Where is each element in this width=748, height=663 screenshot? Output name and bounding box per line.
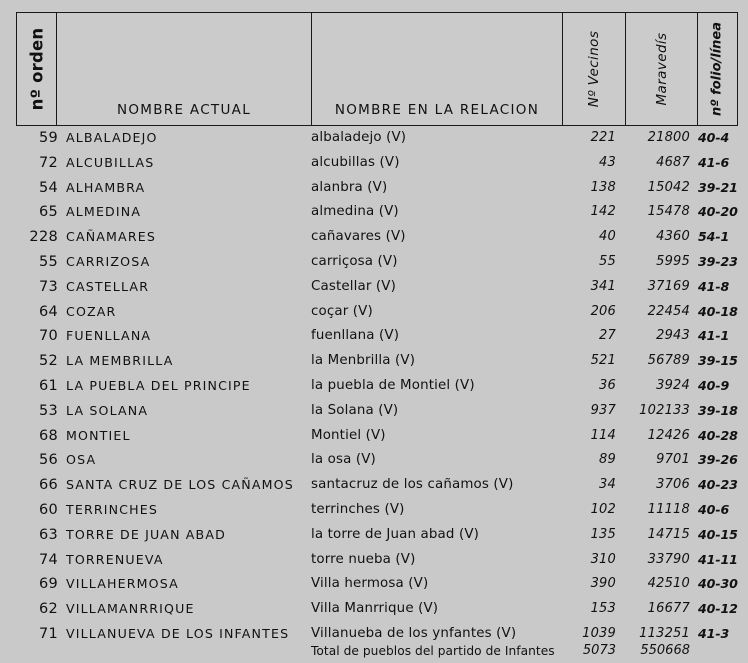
cell-orden: 228 bbox=[29, 229, 58, 246]
cell-nombre-relacion: Villa hermosa (V) bbox=[311, 576, 429, 592]
cell-orden: 63 bbox=[38, 526, 58, 543]
table-row bbox=[0, 349, 748, 374]
cell-nombre-relacion: la Menbrilla (V) bbox=[311, 353, 416, 369]
table-body bbox=[0, 126, 748, 647]
cell-vecinos: 55 bbox=[599, 253, 616, 269]
cell-vecinos: 138 bbox=[590, 179, 616, 195]
column-header-folio-linea-label: nº folio/línea bbox=[709, 21, 725, 117]
cell-nombre-actual: VILLAMANRRIQUE bbox=[66, 601, 195, 617]
cell-nombre-relacion: almedina (V) bbox=[311, 204, 399, 220]
cell-vecinos: 34 bbox=[599, 477, 616, 493]
cell-orden: 61 bbox=[38, 377, 58, 394]
cell-orden: 68 bbox=[38, 427, 58, 444]
table-row bbox=[0, 126, 748, 151]
cell-orden: 66 bbox=[38, 477, 58, 494]
column-header-vecinos-label: Nº Vecinos bbox=[586, 30, 602, 108]
cell-vecinos: 135 bbox=[590, 526, 616, 542]
cell-folio-linea: 40-30 bbox=[698, 576, 738, 592]
cell-orden: 64 bbox=[38, 303, 58, 320]
cell-vecinos: 40 bbox=[599, 229, 616, 245]
cell-vecinos: 221 bbox=[590, 130, 616, 145]
cell-maravedis: 15042 bbox=[647, 179, 690, 195]
cell-orden: 59 bbox=[38, 130, 58, 146]
cell-nombre-relacion: alanbra (V) bbox=[311, 179, 388, 195]
cell-nombre-actual: TORRENUEVA bbox=[66, 551, 164, 567]
cell-nombre-relacion: Villanueba de los ynfantes (V) bbox=[311, 625, 517, 641]
cell-vecinos: 1039 bbox=[582, 625, 616, 641]
cell-orden: 71 bbox=[38, 625, 58, 642]
cell-nombre-actual: MONTIEL bbox=[66, 427, 131, 443]
table-row bbox=[0, 572, 748, 597]
table-row bbox=[0, 548, 748, 573]
cell-nombre-actual: OSA bbox=[66, 452, 97, 468]
cell-orden: 54 bbox=[38, 179, 58, 196]
cell-nombre-actual: VILLAHERMOSA bbox=[66, 576, 179, 592]
cell-vecinos: 310 bbox=[590, 551, 616, 567]
cell-folio-linea: 41-1 bbox=[698, 328, 730, 344]
cell-vecinos: 341 bbox=[590, 278, 616, 294]
cell-orden: 69 bbox=[38, 576, 58, 593]
column-header-orden-label: nº orden bbox=[27, 27, 46, 111]
cell-nombre-relacion: carriçosa (V) bbox=[311, 253, 398, 269]
cell-orden: 74 bbox=[38, 551, 58, 568]
cell-maravedis: 22454 bbox=[647, 303, 690, 319]
cell-maravedis: 3706 bbox=[656, 477, 690, 493]
cell-maravedis: 14715 bbox=[647, 526, 690, 542]
cell-nombre-actual: SANTA CRUZ DE LOS CAÑAMOS bbox=[66, 477, 294, 493]
cell-nombre-relacion: fuenllana (V) bbox=[311, 328, 400, 344]
cell-folio-linea: 41-8 bbox=[698, 278, 730, 294]
cell-nombre-actual: FUENLLANA bbox=[66, 328, 152, 344]
cell-folio-linea: 39-18 bbox=[698, 402, 738, 418]
cell-nombre-actual: VILLANUEVA DE LOS INFANTES bbox=[66, 625, 290, 641]
cell-nombre-actual: COZAR bbox=[66, 303, 117, 319]
cell-vecinos: 521 bbox=[590, 353, 616, 369]
cell-folio-linea: 39-15 bbox=[698, 353, 738, 369]
cell-maravedis: 33790 bbox=[647, 551, 690, 567]
cell-nombre-relacion: coçar (V) bbox=[311, 303, 373, 319]
cell-vecinos: 206 bbox=[590, 303, 616, 319]
cell-folio-linea: 40-12 bbox=[698, 601, 738, 617]
cell-nombre-relacion: la puebla de Montiel (V) bbox=[311, 377, 475, 393]
cell-nombre-actual: LA MEMBRILLA bbox=[66, 353, 174, 369]
cell-orden: 52 bbox=[38, 353, 58, 370]
cell-vecinos: 36 bbox=[599, 377, 616, 393]
table-total-row bbox=[0, 641, 748, 663]
table-row bbox=[0, 250, 748, 275]
column-header-orden bbox=[17, 13, 57, 125]
column-header-nombre-actual bbox=[57, 13, 312, 125]
cell-folio-linea: 40-4 bbox=[698, 130, 730, 145]
table-row bbox=[0, 200, 748, 225]
cell-folio-linea: 54-1 bbox=[698, 229, 730, 245]
cell-nombre-relacion: la torre de Juan abad (V) bbox=[311, 526, 480, 542]
cell-nombre-relacion: Montiel (V) bbox=[311, 427, 386, 443]
cell-vecinos: 390 bbox=[590, 576, 616, 592]
cell-vecinos: 937 bbox=[590, 402, 616, 418]
cell-nombre-actual: CARRIZOSA bbox=[66, 253, 151, 269]
cell-folio-linea: 39-23 bbox=[698, 253, 738, 269]
cell-folio-linea: 41-11 bbox=[698, 551, 738, 567]
cell-maravedis: 56789 bbox=[647, 353, 690, 369]
table-row bbox=[0, 151, 748, 176]
cell-vecinos: 142 bbox=[590, 204, 616, 220]
column-header-vecinos bbox=[563, 13, 626, 125]
table-row bbox=[0, 300, 748, 325]
cell-nombre-actual: TORRE DE JUAN ABAD bbox=[66, 526, 226, 542]
table-row bbox=[0, 448, 748, 473]
cell-maravedis: 5995 bbox=[656, 253, 690, 269]
cell-orden: 56 bbox=[38, 452, 58, 469]
column-header-maravedis-label: Maravedís bbox=[653, 32, 670, 106]
cell-folio-linea: 40-6 bbox=[698, 501, 730, 517]
table-row bbox=[0, 498, 748, 523]
cell-orden: 62 bbox=[38, 601, 58, 618]
cell-orden: 70 bbox=[38, 328, 58, 345]
cell-nombre-relacion: terrinches (V) bbox=[311, 501, 405, 517]
table-row bbox=[0, 399, 748, 424]
cell-nombre-actual: ALBALADEJO bbox=[66, 130, 158, 145]
cell-maravedis: 102133 bbox=[639, 402, 690, 418]
cell-nombre-actual: CAÑAMARES bbox=[66, 229, 156, 245]
cell-maravedis: 2943 bbox=[656, 328, 690, 344]
table-row bbox=[0, 275, 748, 300]
cell-orden: 73 bbox=[38, 278, 58, 295]
cell-nombre-actual: LA SOLANA bbox=[66, 402, 149, 418]
cell-orden: 53 bbox=[38, 402, 58, 419]
cell-nombre-relacion: albaladejo (V) bbox=[311, 130, 407, 145]
cell-vecinos: 114 bbox=[590, 427, 616, 443]
cell-nombre-relacion: Villa Manrrique (V) bbox=[311, 601, 439, 617]
cell-vecinos: 43 bbox=[599, 154, 616, 170]
table-row bbox=[0, 176, 748, 201]
cell-nombre-relacion: alcubillas (V) bbox=[311, 154, 400, 170]
cell-orden: 65 bbox=[38, 204, 58, 221]
table-row bbox=[0, 374, 748, 399]
cell-maravedis: 21800 bbox=[647, 130, 690, 145]
cell-nombre-actual: LA PUEBLA DEL PRINCIPE bbox=[66, 377, 251, 393]
cell-folio-linea: 39-26 bbox=[698, 452, 738, 468]
total-label: Total de pueblos del partido de Infantes bbox=[311, 644, 555, 658]
cell-folio-linea: 40-15 bbox=[698, 526, 738, 542]
cell-folio-linea: 40-18 bbox=[698, 303, 738, 319]
cell-folio-linea: 40-9 bbox=[698, 377, 730, 393]
cell-folio-linea: 41-3 bbox=[698, 625, 730, 641]
column-header-nombre-actual-label: NOMBRE ACTUAL bbox=[116, 102, 252, 118]
cell-maravedis: 4687 bbox=[656, 154, 690, 170]
column-header-nombre-relacion bbox=[312, 13, 563, 125]
cell-orden: 55 bbox=[38, 253, 58, 270]
cell-vecinos: 102 bbox=[590, 501, 616, 517]
cell-nombre-relacion: cañavares (V) bbox=[311, 229, 406, 245]
cell-nombre-actual: ALHAMBRA bbox=[66, 179, 146, 195]
cell-nombre-relacion: la osa (V) bbox=[311, 452, 376, 468]
cell-maravedis: 37169 bbox=[647, 278, 690, 294]
cell-orden: 72 bbox=[38, 154, 58, 171]
cell-vecinos: 153 bbox=[590, 601, 616, 617]
cell-folio-linea: 40-28 bbox=[698, 427, 738, 443]
table-row bbox=[0, 523, 748, 548]
table-row bbox=[0, 225, 748, 250]
total-maravedis: 550668 bbox=[640, 643, 690, 658]
cell-nombre-actual: CASTELLAR bbox=[66, 278, 150, 294]
table-row bbox=[0, 424, 748, 449]
table-row bbox=[0, 473, 748, 498]
cell-folio-linea: 40-23 bbox=[698, 477, 738, 493]
cell-nombre-actual: TERRINCHES bbox=[66, 501, 159, 517]
table-row bbox=[0, 324, 748, 349]
table-header bbox=[16, 12, 738, 126]
cell-maravedis: 3924 bbox=[656, 377, 690, 393]
cell-vecinos: 27 bbox=[599, 328, 616, 344]
cell-maravedis: 4360 bbox=[656, 229, 690, 245]
cell-folio-linea: 40-20 bbox=[698, 204, 738, 220]
cell-folio-linea: 39-21 bbox=[698, 179, 738, 195]
cell-nombre-actual: ALMEDINA bbox=[66, 204, 142, 220]
column-header-nombre-relacion-label: NOMBRE EN LA RELACION bbox=[334, 102, 540, 118]
cell-nombre-relacion: la Solana (V) bbox=[311, 402, 399, 418]
cell-vecinos: 89 bbox=[599, 452, 616, 468]
cell-nombre-actual: ALCUBILLAS bbox=[66, 154, 155, 170]
cell-folio-linea: 41-6 bbox=[698, 154, 730, 170]
cell-maravedis: 9701 bbox=[656, 452, 690, 468]
cell-nombre-relacion: Castellar (V) bbox=[311, 278, 396, 294]
cell-orden: 60 bbox=[38, 501, 58, 518]
cell-nombre-relacion: torre nueba (V) bbox=[311, 551, 416, 567]
cell-maravedis: 16677 bbox=[647, 601, 690, 617]
total-vecinos: 5073 bbox=[582, 643, 616, 658]
cell-maravedis: 15478 bbox=[647, 204, 690, 220]
table-row bbox=[0, 597, 748, 622]
cell-maravedis: 113251 bbox=[639, 625, 690, 641]
cell-maravedis: 12426 bbox=[647, 427, 690, 443]
column-header-maravedis bbox=[626, 13, 698, 125]
column-header-folio-linea bbox=[698, 13, 736, 125]
cell-nombre-relacion: santacruz de los cañamos (V) bbox=[311, 477, 514, 493]
cell-maravedis: 11118 bbox=[647, 501, 690, 517]
cell-maravedis: 42510 bbox=[647, 576, 690, 592]
